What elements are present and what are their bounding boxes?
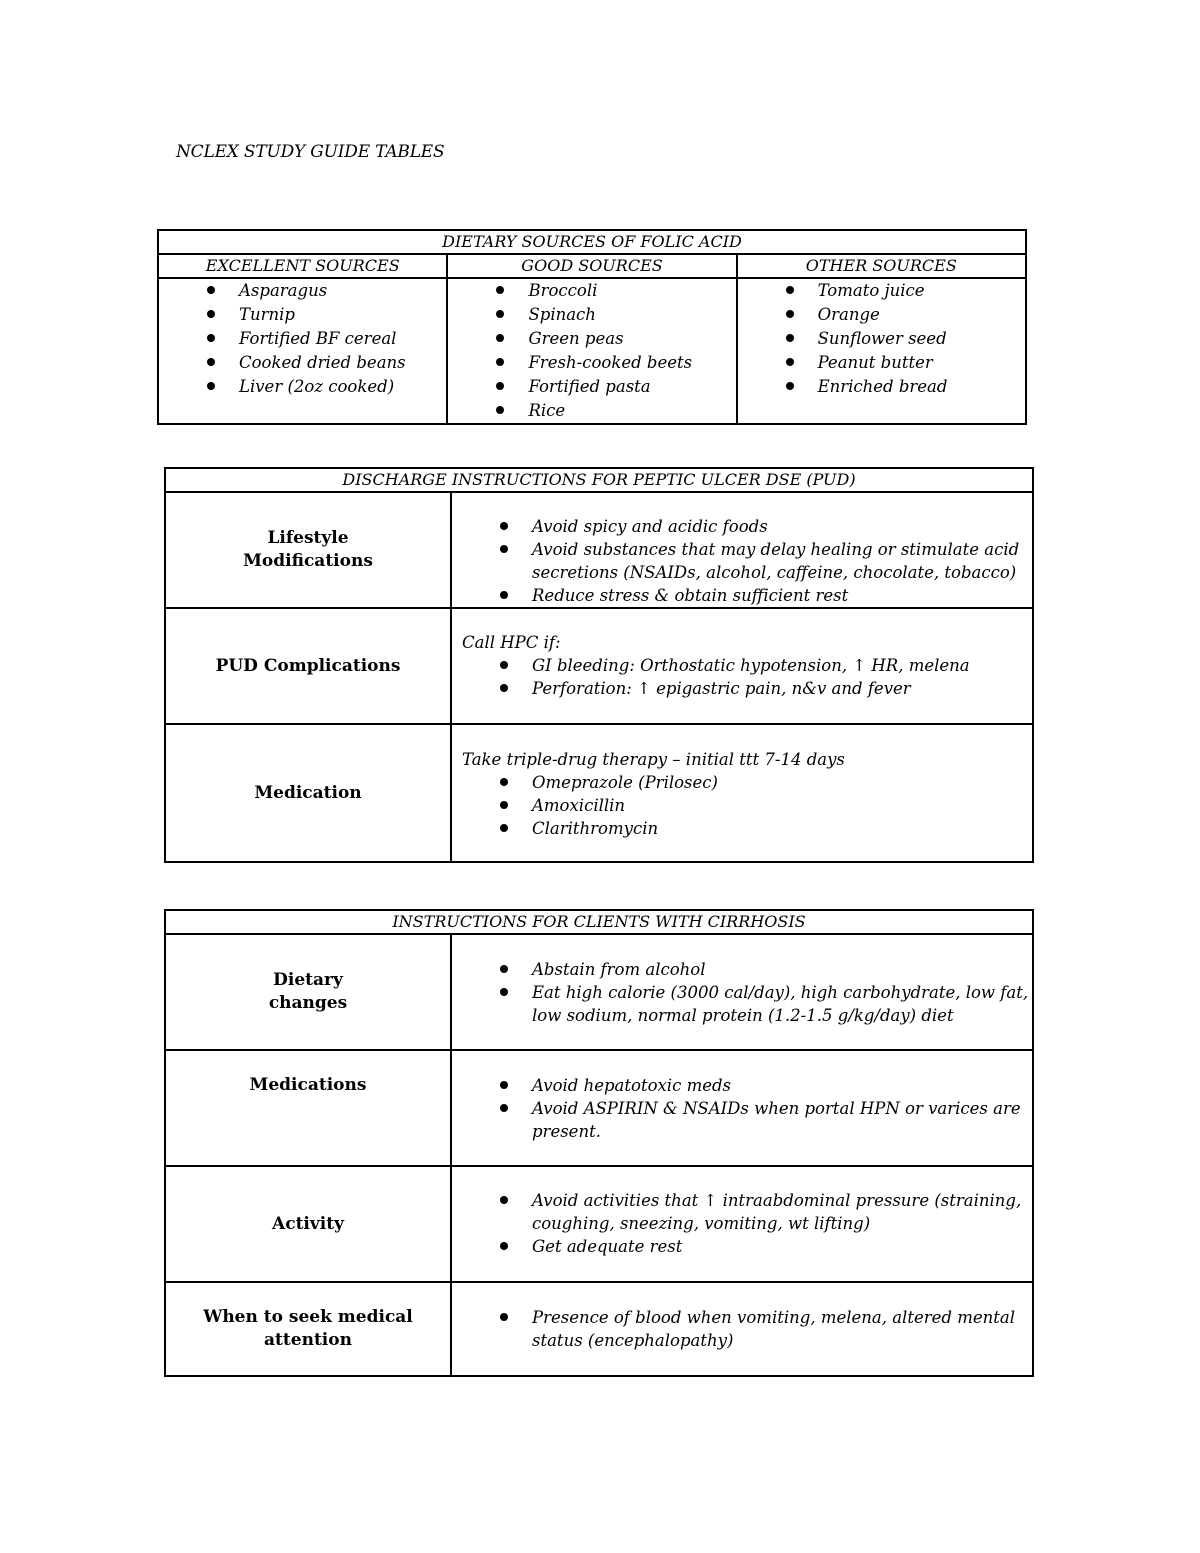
list-item: Cooked dried beans: [159, 351, 446, 375]
document-title: NCLEX STUDY GUIDE TABLES: [176, 142, 445, 162]
folic-acid-table: [157, 229, 1027, 425]
good-sources-list: [448, 279, 735, 423]
row-label-activity: [165, 1166, 451, 1282]
medication-intro: Take triple-drug therapy – initial ttt 7-14 days: [462, 750, 845, 769]
list-item: Reduce stress & obtain sufficient rest: [452, 584, 1032, 607]
row-label-dietary-changes: [165, 934, 451, 1050]
dietary-content: [451, 934, 1033, 1050]
list-item: Spinach: [448, 303, 735, 327]
list-item: Turnip: [159, 303, 446, 327]
list-item: Rice: [448, 399, 735, 423]
list-item: Sunflower seed: [738, 327, 1025, 351]
column-header-excellent: EXCELLENT SOURCES: [158, 254, 447, 278]
list-item: Asparagus: [159, 279, 446, 303]
list-item: Perforation: ↑ epigastric pain, n&v and fever: [452, 677, 1032, 700]
activity-list: [452, 1189, 1032, 1258]
other-sources-cell: [737, 278, 1026, 424]
lifestyle-content: [451, 492, 1033, 608]
label-line: Medications: [249, 1075, 367, 1095]
column-header-other: OTHER SOURCES: [737, 254, 1026, 278]
label-line: Dietary: [273, 970, 343, 990]
list-item: Liver (2oz cooked): [159, 375, 446, 399]
label-line: changes: [268, 993, 348, 1013]
list-item: GI bleeding: Orthostatic hypotension, ↑ HR, melena: [452, 654, 1032, 677]
folic-table-title: DIETARY SOURCES OF FOLIC ACID: [158, 230, 1026, 254]
list-item: Peanut butter: [738, 351, 1025, 375]
list-item: Presence of blood when vomiting, melena, altered mental status (encephalopathy): [452, 1306, 1032, 1352]
list-item: Avoid hepatotoxic meds: [452, 1074, 1032, 1097]
cirrhosis-instructions-table: [164, 909, 1034, 1377]
pud-instructions-table: [164, 467, 1034, 863]
pud-table-title: DISCHARGE INSTRUCTIONS FOR PEPTIC ULCER DSE (PUD): [165, 468, 1033, 492]
complications-content: [451, 608, 1033, 724]
list-item: Eat high calorie (3000 cal/day), high carbohydrate, low fat, low sodium, normal protein (1.2-1.5 g/kg/day) diet: [452, 981, 1032, 1027]
list-item: Avoid spicy and acidic foods: [452, 515, 1032, 538]
list-item: Clarithromycin: [452, 817, 1032, 840]
seek-attention-content: [451, 1282, 1033, 1376]
lifestyle-list: [452, 515, 1032, 607]
list-item: Orange: [738, 303, 1025, 327]
list-item: Omeprazole (Prilosec): [452, 771, 1032, 794]
activity-content: [451, 1166, 1033, 1282]
medication-list: [452, 771, 1032, 840]
row-label-medication: [165, 724, 451, 862]
list-item: Avoid ASPIRIN & NSAIDs when portal HPN or varices are present.: [452, 1097, 1032, 1143]
list-item: Fortified pasta: [448, 375, 735, 399]
medication-content: [451, 724, 1033, 862]
dietary-list: [452, 958, 1032, 1027]
list-item: Abstain from alcohol: [452, 958, 1032, 981]
list-item: Amoxicillin: [452, 794, 1032, 817]
excellent-sources-list: [159, 279, 446, 399]
label-line: PUD Complications: [215, 655, 401, 676]
list-item: Green peas: [448, 327, 735, 351]
seek-attention-list: [452, 1306, 1032, 1352]
label-line: Modifications: [243, 551, 373, 571]
list-item: Broccoli: [448, 279, 735, 303]
label-line: Medication: [254, 782, 362, 803]
row-label-pud-complications: [165, 608, 451, 724]
list-item: Avoid activities that ↑ intraabdominal pressure (straining, coughing, sneezing, vomiting, wt lifting): [452, 1189, 1032, 1235]
excellent-sources-cell: [158, 278, 447, 424]
row-label-lifestyle: [165, 492, 451, 608]
cirrhosis-table-title: INSTRUCTIONS FOR CLIENTS WITH CIRRHOSIS: [165, 910, 1033, 934]
medications-content: [451, 1050, 1033, 1166]
label-line: attention: [264, 1330, 352, 1350]
list-item: Enriched bread: [738, 375, 1025, 399]
list-item: Avoid substances that may delay healing or stimulate acid secretions (NSAIDs, alcohol, caffeine, chocolate, tobacco): [452, 538, 1032, 584]
list-item: Tomato juice: [738, 279, 1025, 303]
label-line: Activity: [272, 1213, 344, 1234]
complications-list: [452, 654, 1032, 700]
label-line: When to seek medical: [203, 1307, 413, 1327]
list-item: Fresh-cooked beets: [448, 351, 735, 375]
medications-list: [452, 1074, 1032, 1143]
row-label-seek-medical-attention: [165, 1282, 451, 1376]
other-sources-list: [738, 279, 1025, 399]
good-sources-cell: [447, 278, 736, 424]
column-header-good: GOOD SOURCES: [447, 254, 736, 278]
list-item: Get adequate rest: [452, 1235, 1032, 1258]
complications-intro: Call HPC if:: [462, 633, 561, 652]
list-item: Fortified BF cereal: [159, 327, 446, 351]
label-line: Lifestyle: [267, 528, 349, 548]
row-label-medications: [165, 1050, 451, 1166]
